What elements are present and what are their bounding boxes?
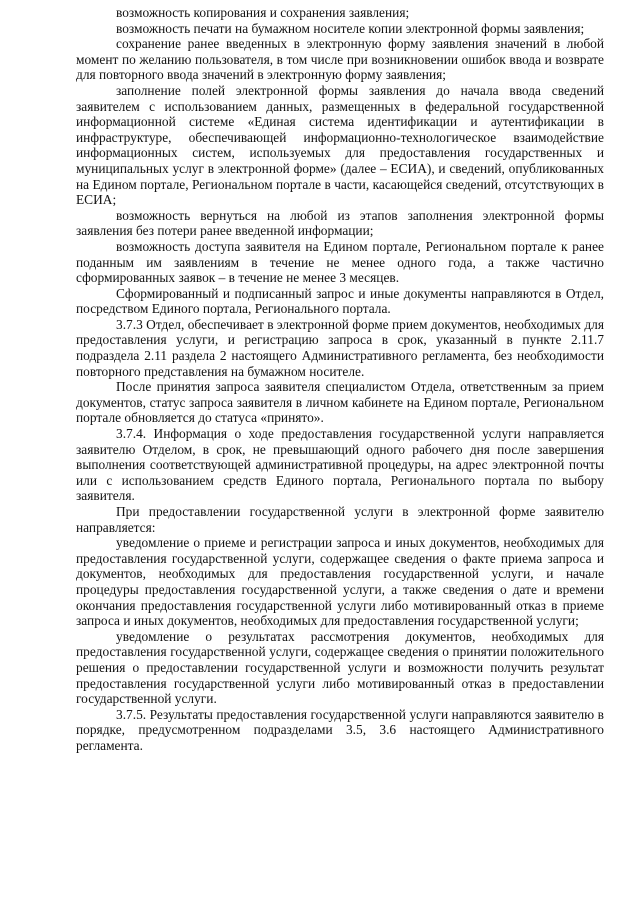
paragraph-esia-fill: заполнение полей электронной формы заявления до начала ввода сведений заявителем с использованием данных, размещенных в федеральной государственной информационной системе «Единая система идентификации и аутентификации в инфраструктуре, обеспечивающей информационно-технологическое взаимодействие информационных систем, используемых для предоставления государственных и муниципальных услуг в электронной форме» (далее – ЕСИА), и сведений, опубликованных на Едином портале, Региональном портале в части, касающейся сведений, отсутствующих в ЕСИА; [76,82,604,208]
paragraph-save-values: сохранение ранее введенных в электронную форму заявления значений в любой момент по желанию пользователя, в том числе при возникновении ошибок ввода и возврате для повторного ввода значений в электронную форму заявления; [76,36,604,83]
paragraph-return-step: возможность вернуться на любой из этапов заполнения электронной формы заявления без потери ранее введенной информации; [76,207,604,239]
paragraph-copy-save: возможность копирования и сохранения заявления; [116,5,410,20]
paragraph-3-7-5: 3.7.5. Результаты предоставления государственной услуги направляются заявителю в порядке, предусмотренном подразделами 3.5, 3.6 настоящего Административного регламента. [76,706,604,753]
paragraph-submission: Сформированный и подписанный запрос и иные документы направляются в Отдел, посредством Единого портала, Регионального портала. [76,285,604,317]
paragraph-notification-receipt: уведомление о приеме и регистрации запроса и иных документов, необходимых для предоставления государственной услуги, содержащее сведения о факте приема запроса и документов, необходимых для предоставления государственной услуги, и начале процедуры предоставления государственной услуги, а также сведения о дате и времени окончания предоставления государственной услуги либо мотивированный отказ в приеме запроса и иных документов, необходимых для предоставления государственной услуги; [76,535,604,629]
paragraph-access-history: возможность доступа заявителя на Едином портале, Региональном портале к ранее поданным им заявлениям в течение не менее одного года, а также частично сформированных заявок – в течение не менее 3 месяцев. [76,238,604,286]
document-page [76,5,604,754]
paragraph-print: возможность печати на бумажном носителе копии электронной формы заявления; [116,20,585,36]
paragraph-notification-results: уведомление о результатах рассмотрения документов, необходимых для предоставления государственной услуги, содержащее сведения о принятии положительного решения о предоставлении государственной услуги и возможности получить результат предоставления государственной услуги либо мотивированный отказ в предоставлении государственной услуги. [76,628,604,707]
paragraph-notifications-intro: При предоставлении государственной услуги в электронной форме заявителю направляется: [76,504,604,535]
paragraph-3-7-3: 3.7.3 Отдел, обеспечивает в электронной форме прием документов, необходимых для предоставления услуги, и регистрацию запроса в срок, указанный в пункте 2.11.7 подраздела 2.11 раздела 2 настоящего Административного регламента, без необходимости повторного представления на бумажном носителе. [76,316,604,379]
paragraph-status-accepted: После принятия запроса заявителя специалистом Отдела, ответственным за прием документов, статус запроса заявителя в личном кабинете на Едином портале, Региональном портале обновляется до статуса «принято». [76,379,604,426]
paragraph-3-7-4: 3.7.4. Информация о ходе предоставления государственной услуги направляется заявителю Отделом, в срок, не превышающий одного рабочего дня после завершения выполнения соответствующей административной процедуры, на адрес электронной почты или с использованием средств Единого портала, Регионального портала по выбору заявителя. [76,426,604,504]
